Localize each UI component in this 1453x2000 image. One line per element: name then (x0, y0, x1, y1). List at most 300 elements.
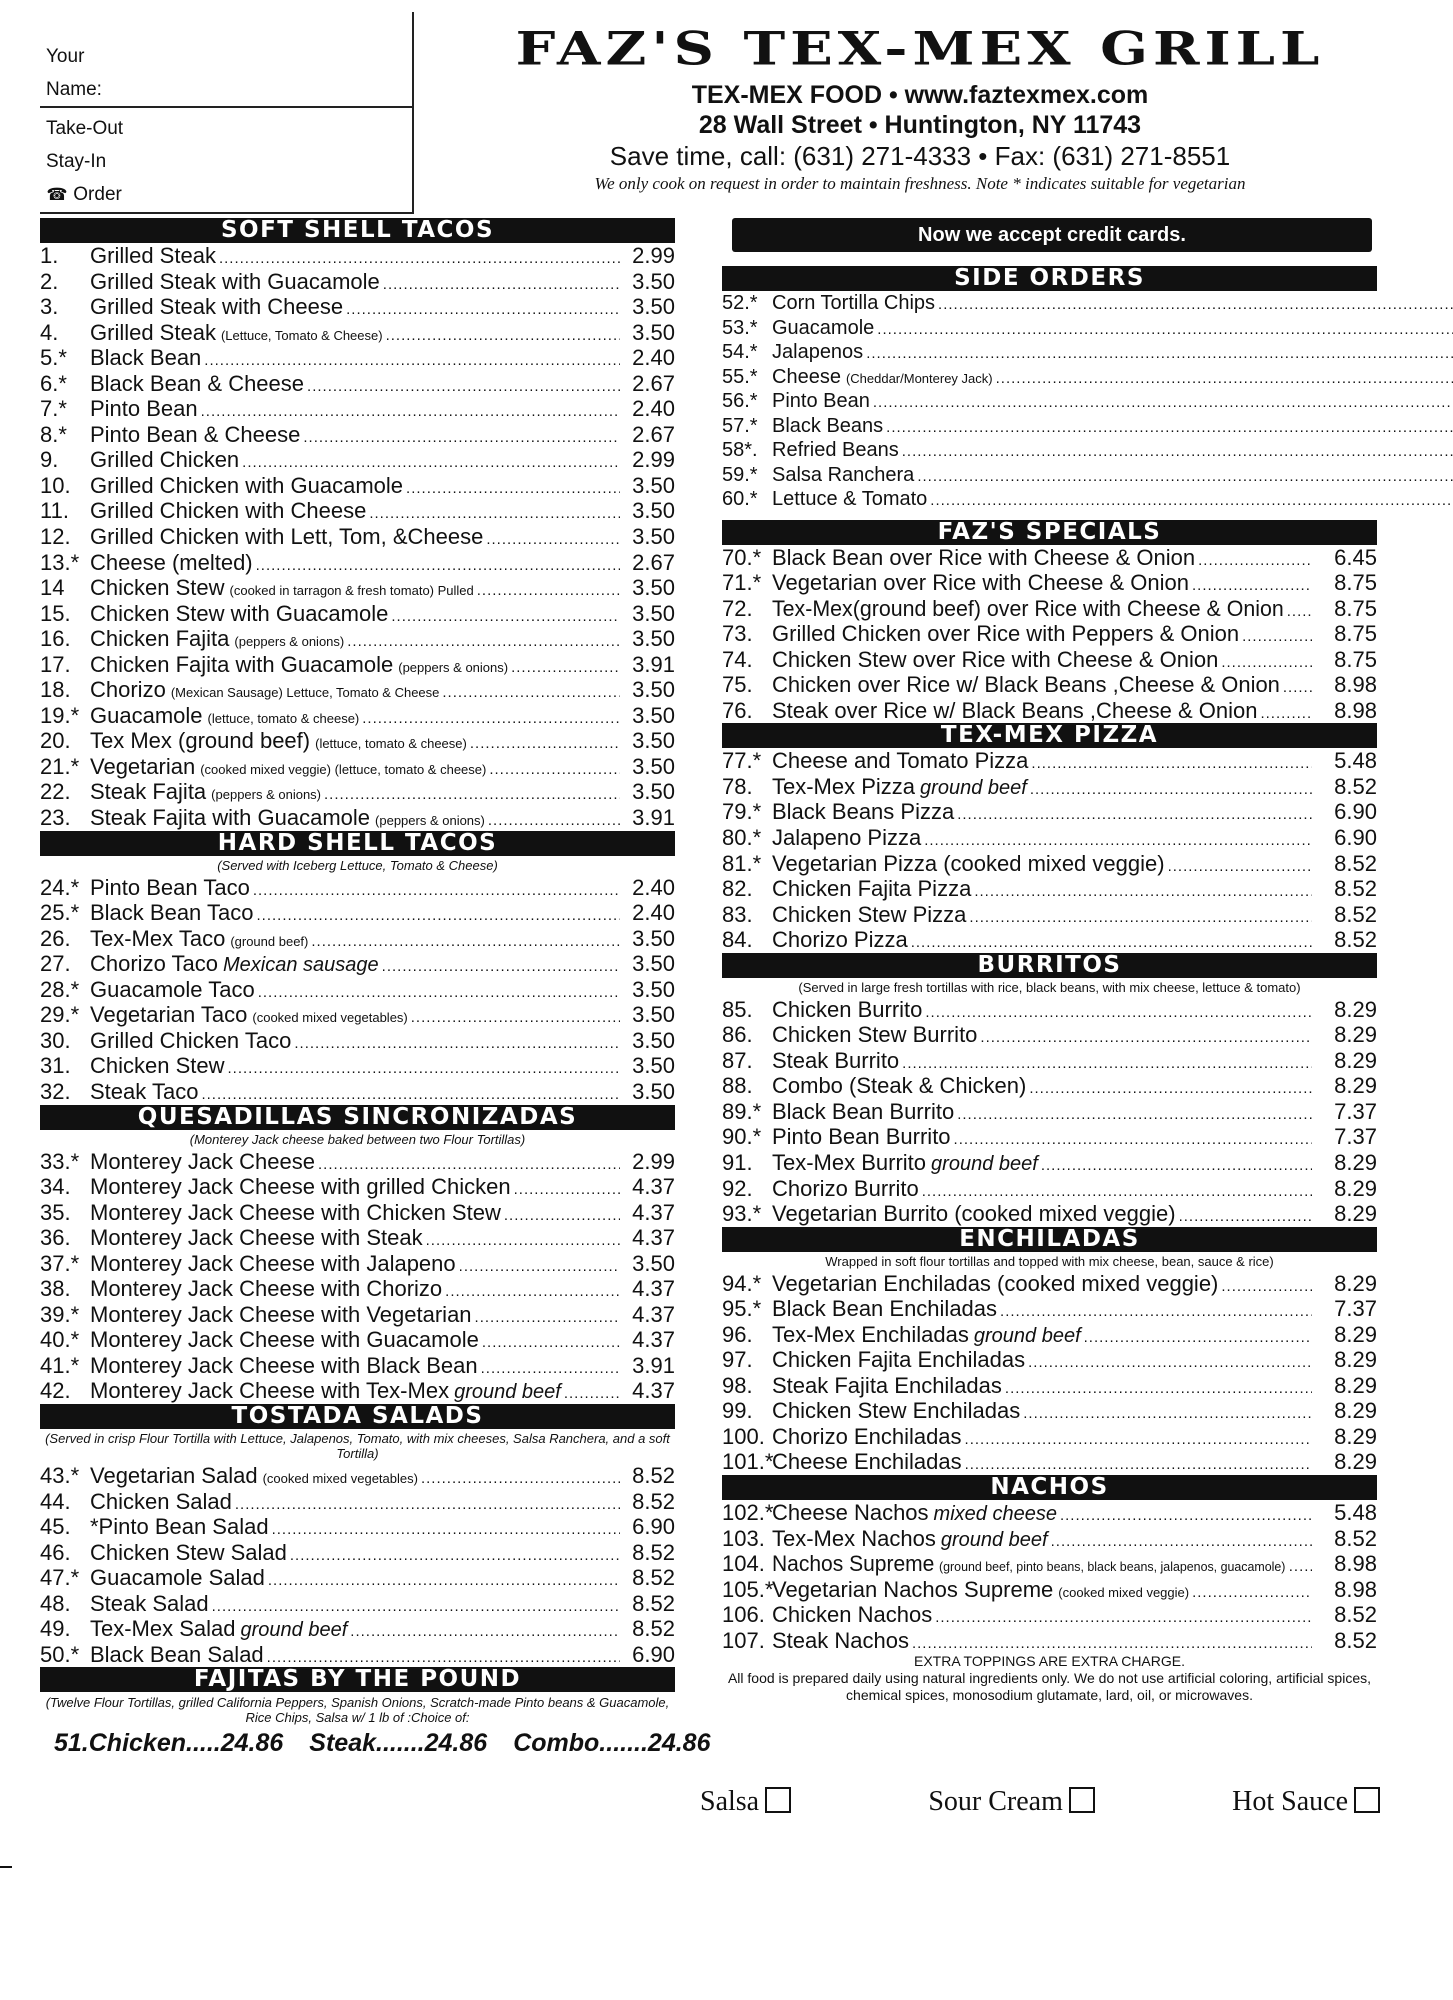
item-price: 3.50 (632, 319, 675, 345)
item-name: Vegetarian Salad (90, 1462, 258, 1488)
item-name: Guacamole Taco (90, 976, 255, 1002)
menu-item[interactable] (40, 243, 675, 269)
item-price: 6.90 (632, 1514, 675, 1540)
item-price: 8.29 (1334, 1270, 1377, 1296)
item-number: 22. (40, 779, 71, 805)
menu-item[interactable] (40, 1642, 675, 1668)
item-name: Vegetarian over Rice with Cheese & Onion (772, 570, 1190, 596)
hot-sauce-choice[interactable] (1232, 1786, 1380, 1818)
menu-item[interactable] (722, 1176, 1377, 1202)
item-detail: (cooked mixed veggie) (lettuce, tomato & cheese) (200, 761, 487, 777)
item-number: 74. (722, 646, 753, 672)
menu-item[interactable] (40, 703, 675, 729)
menu-item[interactable] (722, 672, 1377, 698)
menu-item[interactable] (40, 1002, 675, 1028)
item-name: Nachos Supreme (772, 1551, 935, 1577)
item-number: 1. (40, 243, 59, 268)
item-name: Guacamole Salad (90, 1565, 265, 1591)
item-price: 2.67 (632, 421, 675, 447)
item-number: 92. (722, 1175, 753, 1201)
dot-leader (445, 1276, 620, 1305)
item-detail: ground beef (940, 1528, 1048, 1551)
menu-item[interactable] (40, 575, 675, 601)
item-price: 3.50 (632, 1053, 675, 1079)
item-number: 70.* (722, 544, 762, 570)
salsa-choice[interactable] (700, 1786, 791, 1818)
fajita-steak-option[interactable]: Steak.......24.86 (309, 1729, 488, 1758)
item-price: 8.29 (1334, 1449, 1377, 1475)
dot-leader (886, 414, 1453, 441)
menu-item[interactable] (40, 900, 675, 926)
fajita-chicken-option[interactable]: 51.Chicken.....24.86 (54, 1729, 284, 1758)
dot-leader (1198, 545, 1312, 574)
item-number: 26. (40, 925, 71, 951)
dot-leader (324, 779, 620, 808)
burritos-list (722, 997, 1377, 1227)
item-name: Chicken Burrito (772, 996, 923, 1022)
item-number: 25.* (40, 900, 80, 926)
menu-item[interactable] (722, 1602, 1377, 1628)
menu-item[interactable] (722, 1551, 1377, 1577)
name-field-label[interactable]: Name: (46, 79, 102, 100)
menu-item[interactable] (40, 1616, 675, 1642)
item-name: Chorizo Burrito (772, 1175, 919, 1201)
menu-item[interactable] (722, 1150, 1377, 1176)
dot-leader (1221, 647, 1312, 676)
item-name: Black Bean & Cheese (90, 370, 305, 396)
menu-item[interactable] (722, 365, 1453, 390)
item-name: Tex-Mex Nachos (772, 1525, 936, 1551)
dot-leader (307, 371, 620, 400)
menu-item[interactable] (40, 1174, 675, 1200)
item-name: Tex-Mex Pizza (772, 773, 916, 799)
dot-leader (346, 294, 620, 323)
menu-item[interactable] (40, 805, 675, 831)
item-number: 32. (40, 1078, 71, 1104)
menu-item[interactable] (722, 389, 1453, 414)
item-price: 3.50 (632, 753, 675, 779)
item-name: Chicken Fajita (90, 626, 230, 652)
item-number: 54.* (722, 341, 758, 363)
menu-item[interactable] (40, 601, 675, 627)
item-number: 106. (722, 1602, 765, 1628)
fajitas-options (40, 1729, 711, 1758)
hot-sauce-checkbox[interactable] (1354, 1787, 1380, 1813)
menu-item[interactable] (722, 748, 1377, 774)
item-price: 3.91 (632, 651, 675, 677)
menu-item[interactable] (40, 1302, 675, 1328)
item-number: 3. (40, 294, 59, 320)
menu-item[interactable] (40, 1079, 675, 1105)
menu-item[interactable] (40, 447, 675, 473)
item-detail: (peppers & onions) (234, 634, 345, 650)
quesadillas-heading: QUESADILLAS SINCRONIZADAS (40, 1105, 675, 1130)
specials-heading: FAZ'S SPECIALS (722, 520, 1377, 545)
dot-leader (258, 977, 620, 1006)
item-number: 17. (40, 651, 71, 677)
menu-item[interactable] (722, 316, 1453, 341)
dot-leader (1029, 1073, 1312, 1102)
menu-item[interactable] (40, 1200, 675, 1226)
fajita-combo-option[interactable]: Combo.......24.86 (513, 1729, 711, 1758)
menu-item[interactable] (40, 977, 675, 1003)
dot-leader (1005, 1373, 1312, 1402)
item-number: 83. (722, 901, 753, 927)
menu-item[interactable] (40, 754, 675, 780)
menu-item[interactable] (40, 1565, 675, 1591)
item-name: Jalapenos (772, 341, 864, 363)
sour-cream-choice[interactable] (928, 1786, 1095, 1818)
item-name: Salsa Ranchera (772, 463, 915, 486)
telephone-icon: ☎ (46, 185, 68, 204)
item-number: 13.* (40, 549, 80, 575)
menu-item[interactable] (40, 1028, 675, 1054)
menu-item[interactable] (722, 291, 1453, 316)
item-number: 88. (722, 1073, 753, 1099)
item-name: Pinto Bean Burrito (772, 1124, 951, 1150)
menu-item[interactable] (722, 1373, 1377, 1399)
item-price: 2.67 (632, 549, 675, 575)
menu-item[interactable] (722, 1424, 1377, 1450)
menu-item[interactable] (40, 1540, 675, 1566)
item-name: Black Bean over Rice with Cheese & Onion (772, 544, 1196, 570)
item-number: 84. (722, 927, 753, 953)
item-number: 91. (722, 1149, 753, 1175)
dot-leader (935, 1602, 1312, 1631)
item-name: Monterey Jack Cheese with Tex-Mex (90, 1378, 450, 1404)
item-number: 9. (40, 447, 59, 473)
item-name: Vegetarian Enchiladas (cooked mixed veggie) (772, 1270, 1219, 1296)
menu-item[interactable] (722, 1526, 1377, 1552)
menu-item[interactable] (722, 647, 1377, 673)
dot-leader (954, 1124, 1312, 1153)
menu-item[interactable] (40, 677, 675, 703)
dot-leader (1192, 570, 1312, 599)
menu-item[interactable] (722, 1271, 1377, 1297)
menu-item[interactable] (40, 396, 675, 422)
item-price: 3.50 (632, 575, 675, 601)
item-name: Black Bean Taco (90, 900, 254, 926)
item-detail: (Mexican Sausage) Lettuce, Tomato & Cheese (170, 685, 440, 701)
item-detail: mixed cheese (933, 1503, 1057, 1525)
name-divider (40, 106, 412, 108)
enchiladas-subtitle: Wrapped in soft flour tortillas and topped with mix cheese, bean, sauce & rice) (825, 1253, 1274, 1269)
item-price: 8.52 (632, 1539, 675, 1565)
item-name: Chicken Fajita Enchiladas (772, 1347, 1026, 1373)
dot-leader (974, 876, 1312, 905)
dot-leader (514, 1174, 620, 1203)
menu-item[interactable] (722, 340, 1453, 365)
menu-item[interactable] (722, 621, 1377, 647)
item-number: 21.* (40, 753, 80, 779)
dot-leader (426, 1225, 620, 1254)
dot-leader (1242, 621, 1312, 650)
item-price: 8.29 (1334, 1073, 1377, 1099)
menu-item[interactable] (40, 875, 675, 901)
item-price: 3.50 (632, 268, 675, 294)
item-number: 103. (722, 1525, 765, 1551)
item-price: 8.52 (1334, 850, 1377, 876)
item-name: Monterey Jack Cheese with Jalapeno (90, 1250, 456, 1276)
menu-item[interactable] (40, 951, 675, 977)
dot-leader (1000, 1296, 1312, 1325)
menu-item[interactable] (40, 1276, 675, 1302)
pizza-list (722, 748, 1377, 952)
item-number: 48. (40, 1590, 71, 1616)
menu-item[interactable] (722, 1500, 1377, 1526)
menu-item[interactable] (40, 626, 675, 652)
item-name: Pinto Bean (90, 396, 198, 422)
menu-item[interactable] (40, 345, 675, 371)
item-number: 105.* (722, 1576, 774, 1602)
item-name: Chorizo Pizza (772, 927, 908, 953)
item-name: Tex-Mex Burrito (772, 1149, 927, 1175)
item-number: 49. (40, 1616, 71, 1642)
menu-item[interactable] (722, 1577, 1377, 1603)
menu-item[interactable] (722, 927, 1377, 953)
menu-item[interactable] (40, 1378, 675, 1404)
menu-item[interactable] (40, 524, 675, 550)
phone-order-option[interactable] (46, 178, 123, 211)
hot-sauce-label: Hot Sauce (1232, 1786, 1348, 1817)
item-detail: ground beef (240, 1619, 348, 1642)
menu-item[interactable] (722, 799, 1377, 825)
menu-item[interactable] (722, 1398, 1377, 1424)
dot-leader (475, 1302, 620, 1331)
item-number: 12. (40, 524, 71, 550)
item-number: 36. (40, 1225, 71, 1251)
sour-cream-label: Sour Cream (928, 1786, 1063, 1817)
menu-item[interactable] (722, 1347, 1377, 1373)
dot-leader (866, 340, 1453, 367)
menu-item[interactable] (722, 1022, 1377, 1048)
item-number: 53.* (722, 316, 758, 339)
menu-item[interactable] (722, 1449, 1377, 1475)
dot-leader (912, 1628, 1312, 1657)
item-name: Chicken Nachos (772, 1602, 933, 1628)
menu-item[interactable] (40, 1225, 675, 1251)
item-price: 8.52 (1334, 1525, 1377, 1551)
take-out-option[interactable]: Take-Out (46, 118, 124, 139)
menu-item[interactable] (722, 1201, 1377, 1227)
item-detail: Mexican sausage (223, 954, 379, 977)
item-price: 3.50 (632, 294, 675, 320)
item-number: 52.* (722, 292, 758, 314)
menu-item[interactable] (40, 550, 675, 576)
menu-item[interactable] (722, 570, 1377, 596)
enchiladas-heading: ENCHILADAS (722, 1227, 1377, 1252)
salsa-checkbox[interactable] (765, 1787, 791, 1813)
item-price: 7.37 (1334, 1098, 1377, 1124)
item-price: 8.52 (1334, 1627, 1377, 1653)
item-detail: ground beef (454, 1381, 561, 1404)
item-number: 50.* (40, 1641, 80, 1667)
item-number: 44. (40, 1488, 71, 1514)
item-name: Chorizo (90, 677, 166, 703)
item-price: 3.91 (632, 805, 675, 831)
item-number: 75. (722, 672, 753, 698)
item-price: 8.29 (1334, 1423, 1377, 1449)
item-name: Chorizo Taco (90, 951, 218, 977)
menu-item[interactable] (722, 596, 1377, 622)
item-name: Black Bean (90, 345, 202, 371)
menu-item[interactable] (40, 1353, 675, 1379)
item-price: 7.37 (1334, 1296, 1377, 1322)
menu-item[interactable] (40, 652, 675, 678)
item-number: 104. (722, 1551, 765, 1577)
sour-cream-checkbox[interactable] (1069, 1787, 1095, 1813)
dot-leader (873, 389, 1453, 416)
item-name: Lettuce & Tomato (772, 488, 928, 510)
dot-leader (482, 1327, 620, 1356)
item-price: 5.48 (1334, 748, 1377, 774)
item-name: Cheese (772, 365, 841, 388)
item-name: Grilled Steak with Cheese (90, 294, 344, 320)
item-price: 3.50 (632, 976, 675, 1002)
item-price: 3.50 (632, 951, 675, 977)
item-price: 8.52 (1334, 1602, 1377, 1628)
item-name: Cheese Enchiladas (772, 1449, 962, 1475)
menu-item[interactable] (40, 1149, 675, 1175)
dot-leader (477, 575, 620, 604)
item-number: 59.* (722, 463, 758, 486)
menu-item[interactable] (722, 487, 1453, 512)
dot-leader (369, 498, 620, 527)
item-number: 38. (40, 1276, 71, 1302)
item-number: 81.* (722, 850, 762, 876)
dot-leader (481, 1353, 620, 1382)
item-name: Steak Fajita (90, 779, 207, 805)
menu-item[interactable] (722, 414, 1453, 439)
dot-leader (1060, 1500, 1312, 1529)
dot-leader (421, 1463, 620, 1492)
burritos-subtitle: (Served in large fresh tortillas with rice, black beans, with mix cheese, lettuce & tomato) (798, 979, 1301, 995)
item-name: Monterey Jack Cheese with grilled Chicken (90, 1174, 511, 1200)
item-number: 30. (40, 1027, 71, 1053)
dot-leader (488, 805, 620, 834)
menu-item[interactable] (40, 1489, 675, 1515)
menu-item[interactable] (722, 902, 1377, 928)
item-detail: (peppers & onions) (375, 813, 485, 829)
menu-item[interactable] (40, 779, 675, 805)
item-price: 3.50 (632, 498, 675, 524)
item-name: Vegetarian Taco (90, 1002, 248, 1028)
menu-item[interactable] (722, 1124, 1377, 1150)
item-price: 8.52 (632, 1565, 675, 1591)
menu-item[interactable] (40, 1591, 675, 1617)
menu-item[interactable] (40, 269, 675, 295)
dot-leader (303, 422, 620, 451)
left-column (40, 217, 711, 1758)
item-number: 107. (722, 1627, 765, 1653)
stay-in-option[interactable]: Stay-In (46, 151, 107, 172)
item-price: 6.90 (1334, 824, 1377, 850)
menu-item[interactable] (722, 1099, 1377, 1125)
item-price: 3.50 (632, 1002, 675, 1028)
item-number: 89.* (722, 1098, 762, 1124)
menu-item[interactable] (40, 1327, 675, 1353)
dot-leader (219, 243, 620, 272)
item-name: Chicken Stew over Rice with Cheese & Onion (772, 646, 1219, 672)
menu-item[interactable] (722, 1322, 1377, 1348)
menu-item[interactable] (40, 422, 675, 448)
menu-item[interactable] (722, 463, 1453, 488)
item-price: 3.50 (632, 626, 675, 652)
item-number: 101.* (722, 1449, 774, 1475)
item-number: 43.* (40, 1462, 80, 1488)
item-price: 2.99 (632, 1148, 675, 1174)
menu-item[interactable] (40, 371, 675, 397)
item-price: 8.52 (632, 1488, 675, 1514)
item-price: 3.50 (632, 600, 675, 626)
item-number: 11. (40, 498, 69, 524)
menu-item[interactable] (722, 1296, 1377, 1322)
menu-item[interactable] (722, 825, 1377, 851)
item-name: Refried Beans (772, 439, 899, 461)
item-number: 79.* (722, 799, 762, 825)
menu-item[interactable] (40, 498, 675, 524)
menu-item[interactable] (40, 294, 675, 320)
menu-item[interactable] (40, 728, 675, 754)
item-name: Grilled Steak (90, 319, 216, 345)
item-price: 4.37 (632, 1174, 675, 1200)
dot-leader (486, 524, 620, 553)
item-name: Monterey Jack Cheese (90, 1148, 315, 1174)
menu-item[interactable] (40, 320, 675, 346)
item-name: Pinto Bean (772, 390, 870, 412)
dot-leader (980, 1022, 1312, 1051)
item-price: 8.29 (1334, 1347, 1377, 1373)
item-number: 15. (40, 600, 71, 626)
item-name: Combo (Steak & Chicken) (772, 1073, 1027, 1099)
menu-item[interactable] (722, 1628, 1377, 1654)
item-number: 95.* (722, 1296, 762, 1322)
item-name: Tex-Mex Enchiladas (772, 1321, 969, 1347)
menu-item[interactable] (722, 1048, 1377, 1074)
menu-item[interactable] (40, 926, 675, 952)
dot-leader (204, 345, 620, 374)
item-name: Tex Mex (ground beef) (90, 728, 311, 754)
menu-item[interactable] (722, 545, 1377, 571)
menu-item[interactable] (40, 1053, 675, 1079)
dot-leader (1084, 1322, 1312, 1351)
item-price: 8.29 (1334, 1201, 1377, 1227)
menu-item[interactable] (40, 1463, 675, 1489)
menu-item[interactable] (722, 438, 1453, 463)
menu-item[interactable] (722, 698, 1377, 724)
item-number: 82. (722, 876, 753, 902)
item-name: Steak Taco (90, 1078, 199, 1104)
item-number: 71.* (722, 570, 762, 596)
item-price: 8.52 (1334, 876, 1377, 902)
tostada-subtitle: (Served in crisp Flour Tortilla with Lettuce, Jalapenos, Tomato, with mix cheeses, Salsa Ranchera, and a soft Tortilla) (45, 1430, 670, 1461)
menu-item[interactable] (722, 851, 1377, 877)
menu-item[interactable] (722, 997, 1377, 1023)
menu-item[interactable] (722, 1073, 1377, 1099)
hard-tacos-list (40, 875, 675, 1105)
menu-item[interactable] (722, 774, 1377, 800)
item-detail: (Lettuce, Tomato & Cheese) (220, 327, 383, 343)
item-name: Grilled Chicken with Lett, Tom, &Cheese (90, 524, 484, 550)
fajitas-subtitle: (Twelve Flour Tortillas, grilled California Peppers, Spanish Onions, Scratch-made Pinto beans & Guacamole, Rice Chips, Salsa w/ 1 lb of :Choice of: (45, 1695, 670, 1726)
item-price: 8.29 (1334, 1047, 1377, 1073)
menu-item[interactable] (722, 876, 1377, 902)
side-orders-left (722, 291, 1453, 512)
item-number: 31. (40, 1053, 71, 1079)
menu-item[interactable] (40, 473, 675, 499)
menu-item[interactable] (40, 1514, 675, 1540)
menu-item[interactable] (40, 1251, 675, 1277)
